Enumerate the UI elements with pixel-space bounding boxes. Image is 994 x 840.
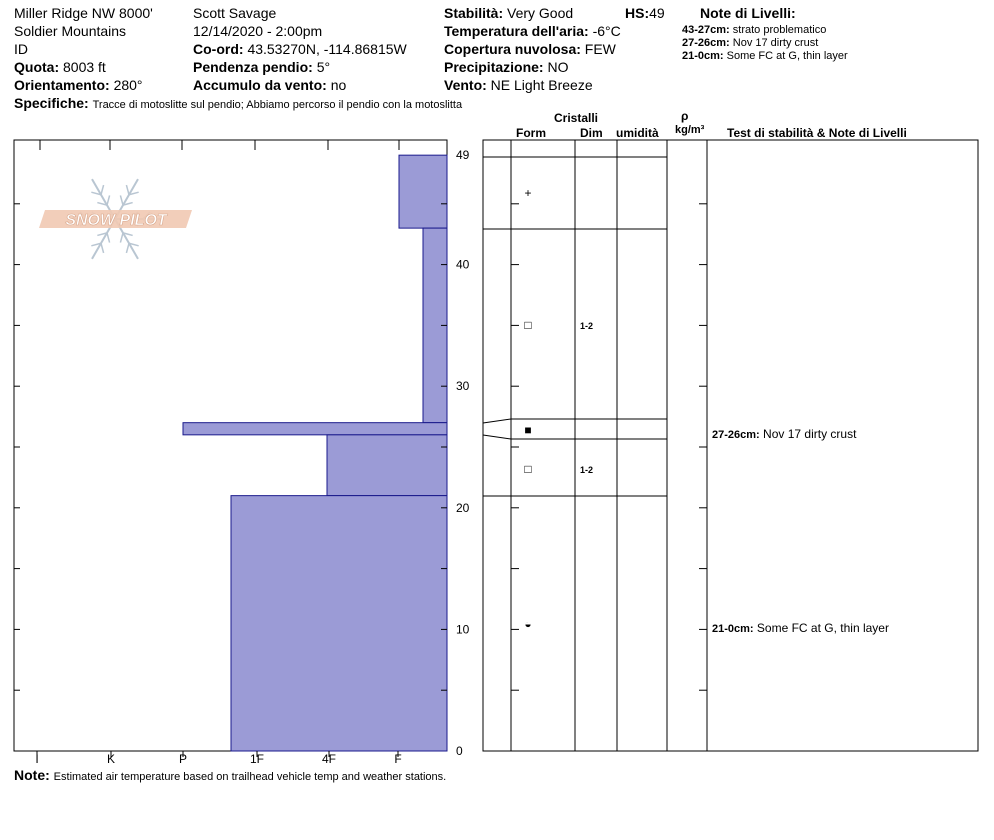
hardness-tick-label: K (106, 752, 116, 766)
dim-header: Dim (580, 126, 603, 140)
snowflake-branch (107, 233, 110, 243)
layer-note-range: 21-0cm: (712, 623, 754, 635)
observer: Scott Savage (193, 5, 277, 21)
snow-pilot-logo (39, 179, 192, 259)
layer-note-range: 27-26cm: (712, 429, 760, 441)
depth-tick-label: 49 (456, 148, 470, 163)
footer-note: Note: Estimated air temperature based on trailhead vehicle temp and weather stations. (14, 767, 447, 783)
layer-note: 27-26cm: Nov 17 dirty crust (682, 37, 819, 49)
elevation: Quota: 8003 ft (14, 59, 106, 75)
hardness-tick-label: I (35, 752, 39, 766)
hardness-tick-label: P (178, 752, 188, 766)
state: ID (14, 41, 28, 57)
layer-note (712, 621, 889, 635)
snowflake-branch (120, 233, 123, 243)
snowflake-branch (120, 195, 123, 205)
depth-tick-label: 30 (456, 379, 470, 394)
depth-tick-label: 40 (456, 257, 470, 272)
snowflake-branch (107, 195, 110, 205)
grain-size: 1-2 (580, 465, 594, 475)
slope: Pendenza pendio: 5° (193, 59, 331, 75)
depth-tick-label: 20 (456, 500, 470, 515)
grain-form-symbol: ◒ (524, 617, 532, 631)
location: Miller Ridge NW 8000' (14, 5, 153, 21)
stability-notes-header: Test di stabilità & Note di Livelli (727, 126, 907, 140)
layer-note-text: Some FC at G, thin layer (753, 621, 889, 635)
air-temperature: Temperatura dell'aria: -6°C (444, 23, 621, 39)
grain-size: 1-2 (580, 321, 594, 331)
snow-height: HS:49 (625, 5, 665, 21)
stability: Stabilità: Very Good (444, 5, 574, 21)
grain-form-symbol: ■ (524, 423, 532, 437)
depth-tick-label: 10 (456, 622, 470, 637)
hardness-tick-label: 1F (249, 752, 265, 766)
grain-form-symbol: + (524, 186, 532, 200)
depth-tick-label: 0 (456, 744, 463, 758)
sky-cover: Copertura nuvolosa: FEW (444, 41, 616, 57)
grain-form-symbol: □ (524, 462, 532, 476)
hardness-bar (183, 423, 447, 435)
aspect: Orientamento: 280° (14, 77, 143, 93)
layer-connector (483, 419, 511, 423)
hardness-bar (327, 435, 447, 496)
density-unit: kg/m³ (675, 124, 705, 136)
moisture-header: umidità (616, 126, 659, 140)
precipitation: Precipitazione: NO (444, 59, 569, 75)
specifics: Specifiche: Tracce di motoslitte sul pendio; Abbiamo percorso il pendio con la motoslitta (14, 95, 463, 111)
grain-form-symbol: □ (524, 318, 532, 332)
crystals-header: Cristalli (554, 111, 599, 125)
layer-note: 43-27cm: strato problematico (682, 24, 827, 36)
hardness-bar (399, 155, 447, 228)
hardness-bar (231, 496, 447, 751)
coordinates: Co-ord: 43.53270N, -114.86815W (193, 41, 407, 57)
wind-loading: Accumulo da vento: no (193, 77, 347, 93)
logo-text: SNOW PILOT (65, 212, 167, 229)
snowflake-branch (126, 243, 129, 253)
hardness-tick-label: F (394, 752, 402, 766)
datetime: 12/14/2020 - 2:00pm (193, 23, 323, 39)
snowflake-branch (101, 185, 104, 195)
layer-connector (483, 435, 511, 439)
form-header: Form (516, 126, 546, 140)
layer-notes-title: Note di Livelli: (700, 5, 796, 21)
snowflake-branch (126, 185, 129, 195)
layer-note (712, 427, 857, 441)
hardness-tick-label: 4F (321, 752, 337, 766)
range: Soldier Mountains (14, 23, 127, 39)
density-symbol: ρ (681, 109, 689, 123)
layer-note-text: Nov 17 dirty crust (759, 427, 857, 441)
wind: Vento: NE Light Breeze (444, 77, 593, 93)
layer-table-frame (483, 140, 978, 751)
snowflake-branch (101, 243, 104, 253)
layer-note: 21-0cm: Some FC at G, thin layer (682, 50, 848, 62)
